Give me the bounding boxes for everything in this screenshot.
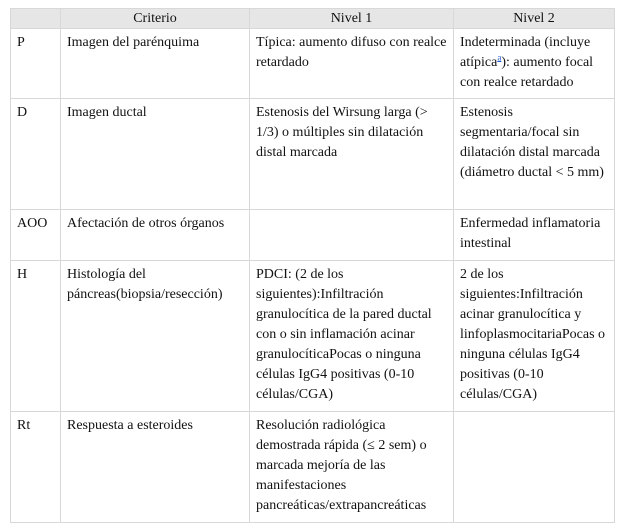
header-row [11, 9, 615, 29]
row-nivel-1: Estenosis del Wirsung larga (> 1/3) o múltiples sin dilatación distal marcada [250, 99, 454, 210]
criteria-table [10, 8, 615, 523]
header-code [11, 9, 61, 29]
table-row [11, 412, 615, 523]
table-row [11, 99, 615, 210]
row-nivel-2 [454, 29, 615, 99]
row-nivel-2: Estenosis segmentaria/focal sin dilatación distal marcada (diámetro ductal < 5 mm) [454, 99, 615, 210]
row-nivel-1: PDCI: (2 de los siguientes):Infiltración granulocítica de la pared ductal con o sin inflamación acinar granulocíticaPocas o ninguna células IgG4 positivas (0-10 células/CGA) [250, 261, 454, 412]
row-code: P [11, 29, 61, 99]
row-code: D [11, 99, 61, 210]
row-nivel-1 [250, 210, 454, 261]
row-nivel-2: Enfermedad inflamatoria intestinal [454, 210, 615, 261]
nivel-2-text-cont: ): aumento focal con realce retardado [460, 55, 594, 90]
row-code: AOO [11, 210, 61, 261]
footnote-link[interactable]: a [497, 52, 502, 63]
row-criterio: Imagen ductal [61, 99, 250, 210]
nivel-2-text: Indeterminada (incluye atípica [460, 35, 591, 70]
row-nivel-1: Típica: aumento difuso con realce retardado [250, 29, 454, 99]
header-nivel-2: Nivel 2 [454, 9, 615, 29]
table-row [11, 261, 615, 412]
header-criterio: Criterio [61, 9, 250, 29]
row-criterio: Imagen del parénquima [61, 29, 250, 99]
row-nivel-1: Resolución radiológica demostrada rápida (≤ 2 sem) o marcada mejoría de las manifestaciones pancreáticas/extrapancreáticas [250, 412, 454, 523]
row-criterio: Respuesta a esteroides [61, 412, 250, 523]
row-criterio: Afectación de otros órganos [61, 210, 250, 261]
row-code: H [11, 261, 61, 412]
row-criterio: Histología del páncreas(biopsia/resección) [61, 261, 250, 412]
row-nivel-2: 2 de los siguientes:Infiltración acinar granulocítica y linfoplasmocitariaPocas o ninguna células IgG4 positivas (0-10 células/CGA) [454, 261, 615, 412]
row-nivel-2 [454, 412, 615, 523]
header-nivel-1: Nivel 1 [250, 9, 454, 29]
row-code: Rt [11, 412, 61, 523]
table-row [11, 29, 615, 99]
table-row [11, 210, 615, 261]
